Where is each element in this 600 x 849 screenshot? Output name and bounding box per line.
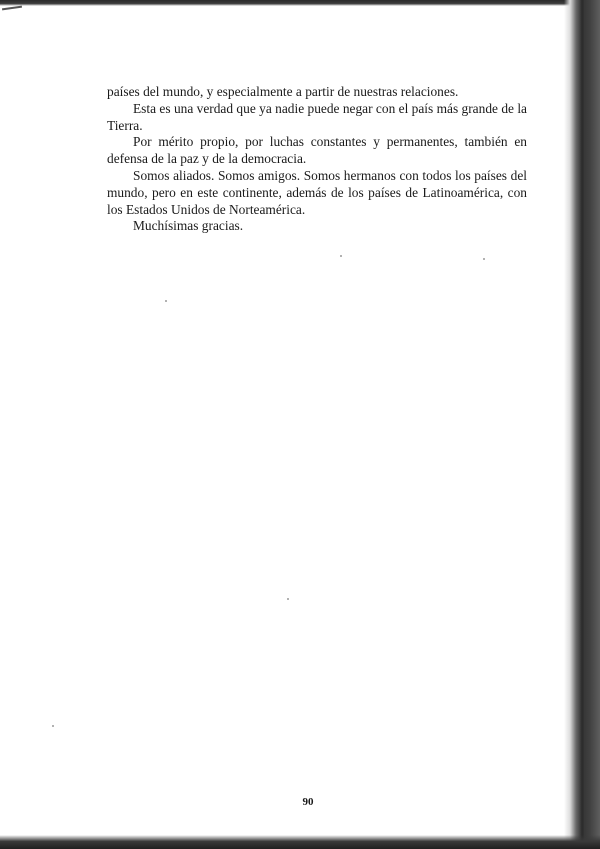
closing-line: Muchísimas gracias. <box>133 218 244 234</box>
scan-speck <box>340 255 342 257</box>
scan-speck <box>165 300 167 302</box>
paragraph: Somos aliados. Somos amigos. Somos hermanos con todos los países del mundo, pero en este continente, además de los países de Latinoamérica, con los Estados Unidos de Norteamérica. <box>107 167 527 217</box>
paragraph-continuation: países del mundo, y especialmente a partir de nuestras relaciones. <box>107 84 459 99</box>
page-number: 90 <box>302 796 314 808</box>
scan-speck <box>483 258 485 260</box>
paragraph: Por mérito propio, por luchas constantes y permanentes, también en defensa de la paz y de la democracia. <box>107 134 527 167</box>
scan-bottom-edge <box>0 835 600 849</box>
scan-top-edge <box>0 0 600 6</box>
scan-speck <box>287 598 289 600</box>
paragraph: Esta es una verdad que ya nadie puede negar con el país más grande de la Tierra. <box>107 100 527 133</box>
page-body <box>107 84 527 235</box>
scan-right-shadow <box>584 0 600 849</box>
scan-speck <box>52 725 54 727</box>
scan-mark <box>2 6 22 11</box>
